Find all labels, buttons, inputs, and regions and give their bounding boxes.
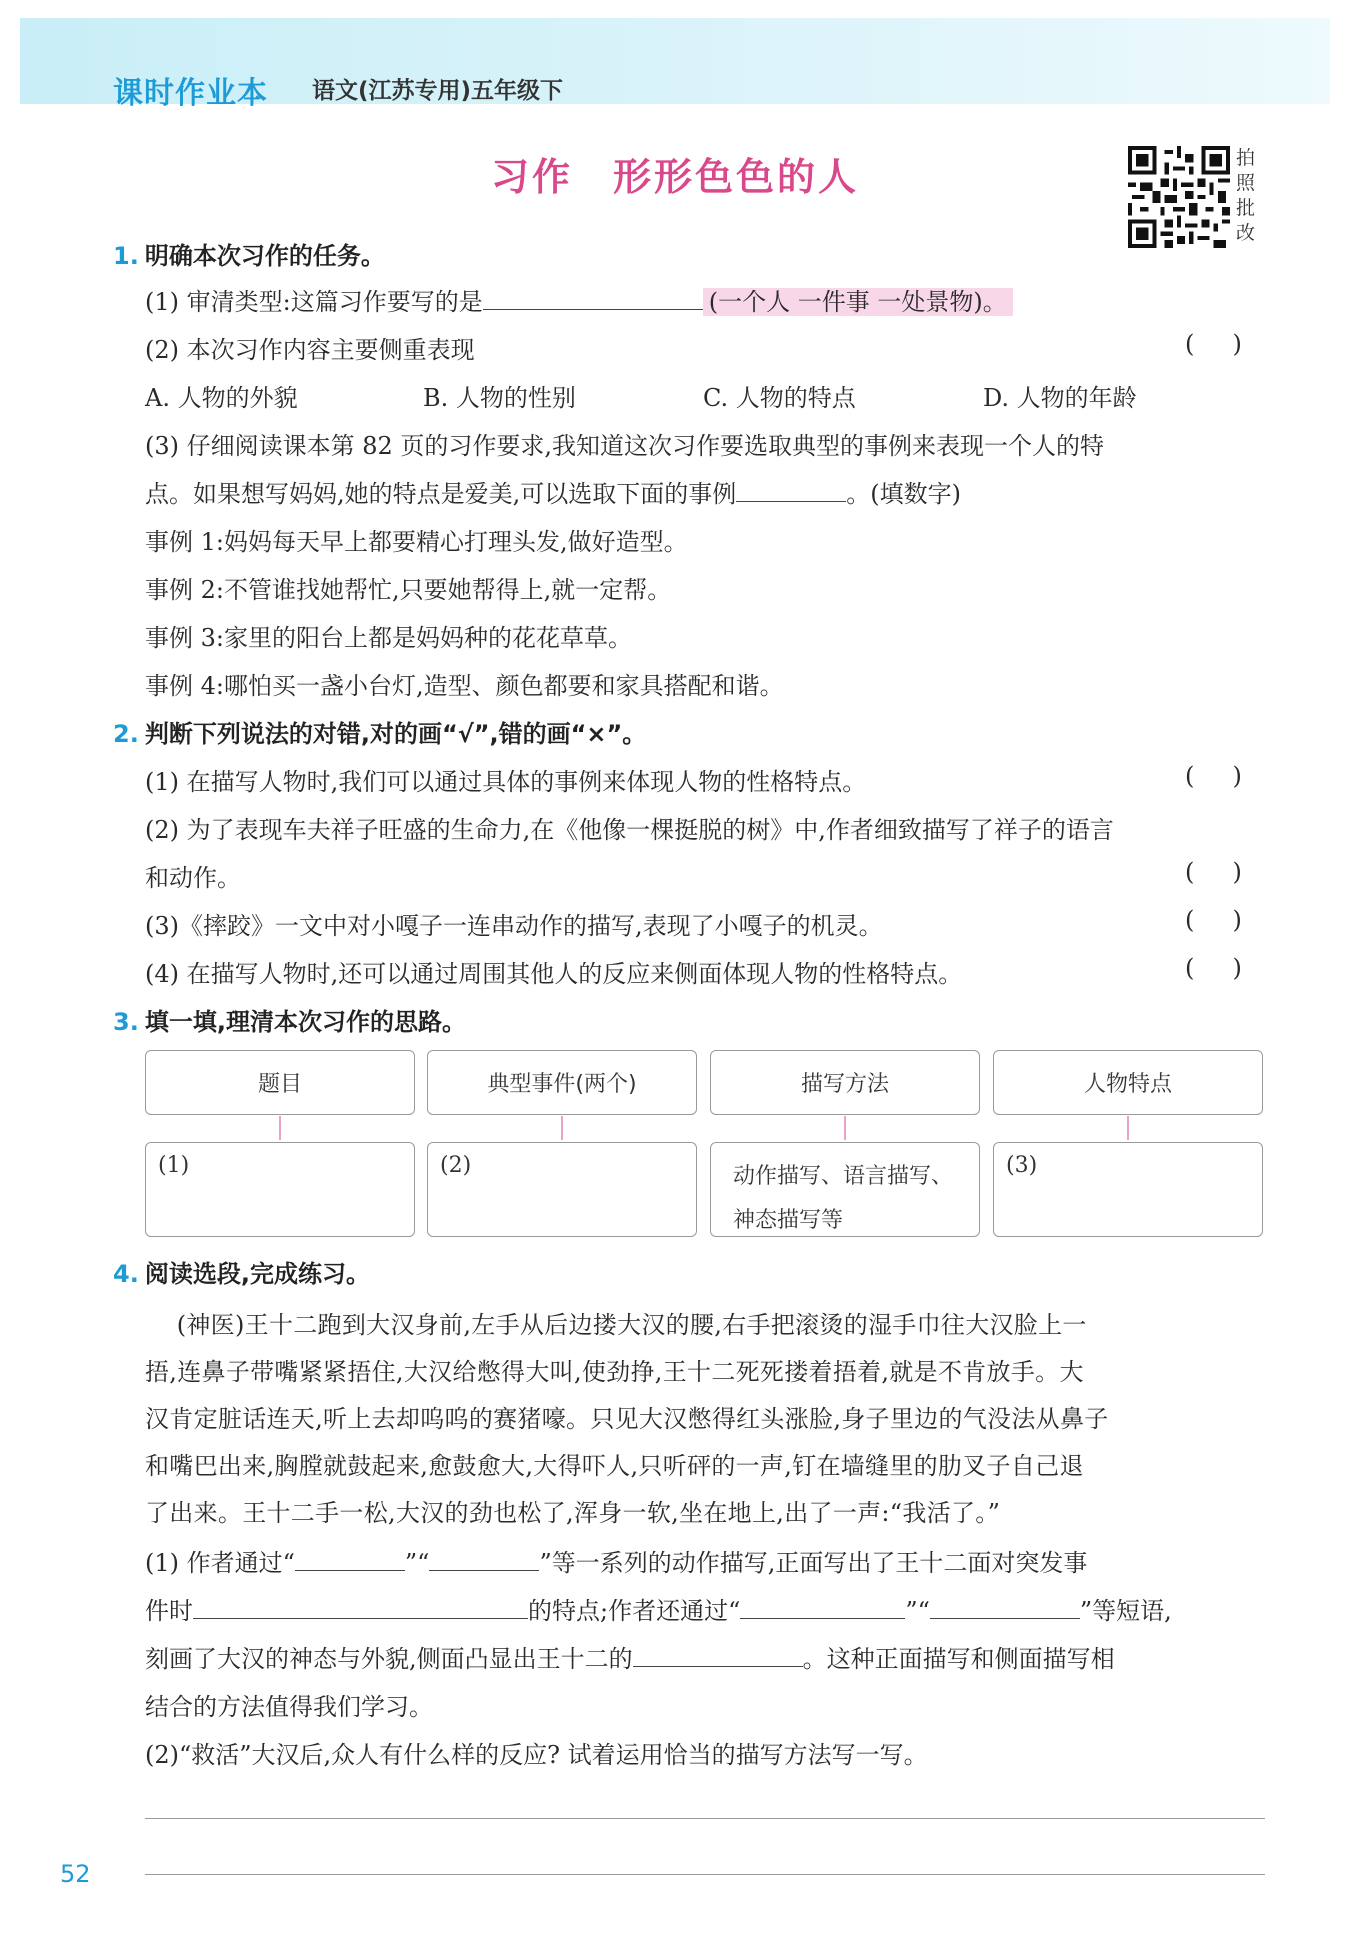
q2-item-2-line2: 和动作。 (145, 864, 241, 892)
title-part1: 习作 (490, 155, 573, 199)
q3-cell-title[interactable]: (1) (145, 1142, 415, 1237)
passage-line: 汉肯定脏话连天,听上去却呜呜的赛猪嚎。只见大汉憋得红头涨脸,身子里边的气没法从鼻子 (145, 1405, 1109, 1433)
q2-item-1-answer[interactable]: ( ) (1185, 762, 1242, 790)
q1-heading: 1. 明确本次习作的任务。 (113, 242, 385, 270)
writing-line[interactable] (145, 1874, 1265, 1875)
q1-sub1: (1) 审清类型:这篇习作要写的是 (一个人 一件事 一处景物)。 (145, 282, 1013, 317)
connector (844, 1116, 846, 1140)
q1-option-d: D. 人物的年龄 (983, 384, 1137, 412)
q4-sub1-line2: 件时 的特点;作者还通过“ ”“ ”等短语, (145, 1597, 1172, 1625)
q3-cell-events[interactable]: (2) (427, 1142, 697, 1237)
q1-sub3-line2: 点。如果想写妈妈,她的特点是爱美,可以选取下面的事例 。(填数字) (145, 480, 961, 508)
q1-option-c: C. 人物的特点 (703, 384, 856, 412)
q4-blank-trait[interactable] (193, 1596, 528, 1619)
title-part2: 形形色色的人 (613, 155, 860, 199)
q2-item-3-answer[interactable]: ( ) (1185, 906, 1242, 934)
q2-item-3: (3)《摔跤》一文中对小嘎子一连串动作的描写,表现了小嘎子的机灵。 (145, 912, 883, 940)
q4-sub2: (2)“救活”大汉后,众人有什么样的反应? 试着运用恰当的描写方法写一写。 (145, 1741, 928, 1769)
q4-heading: 4. 阅读选段,完成练习。 (113, 1260, 370, 1288)
book-brand: 课时作业本 (113, 76, 268, 111)
q4-blank-phrase-1[interactable] (740, 1596, 905, 1619)
q1-sub2-answer[interactable]: ( ) (1185, 330, 1242, 358)
book-subject: 语文(江苏专用)五年级下 (312, 78, 564, 104)
q1-example-1: 事例 1:妈妈每天早上都要精心打理头发,做好造型。 (145, 528, 688, 556)
q2-heading: 2. 判断下列说法的对错,对的画“√”,错的画“×”。 (113, 720, 647, 748)
connector (1127, 1116, 1129, 1140)
q4-sub1-line4: 结合的方法值得我们学习。 (145, 1693, 433, 1721)
q3-cell-methods: 动作描写、语言描写、 神态描写等 (710, 1142, 980, 1237)
q1-example-4: 事例 4:哪怕买一盏小台灯,造型、颜色都要和家具搭配和谐。 (145, 672, 784, 700)
q4-blank-action-2[interactable] (429, 1548, 539, 1571)
passage-line: 捂,连鼻子带嘴紧紧捂住,大汉给憋得大叫,使劲挣,王十二死死搂着捂着,就是不肯放手。大 (145, 1358, 1084, 1386)
q1-type-blank[interactable] (483, 287, 703, 310)
connector (279, 1116, 281, 1140)
qr-label: 拍 照 批 改 (1236, 147, 1256, 244)
page-number: 52 (60, 1860, 91, 1888)
q2-item-4-answer[interactable]: ( ) (1185, 954, 1242, 982)
q4-sub1-line1: (1) 作者通过“ ”“ ”等一系列的动作描写,正面写出了王十二面对突发事 (145, 1549, 1088, 1577)
q1-example-blank[interactable] (736, 479, 846, 502)
passage-line: 了出来。王十二手一松,大汉的劲也松了,浑身一软,坐在地上,出了一声:“我活了。” (145, 1499, 1001, 1527)
q3-heading: 3. 填一填,理清本次习作的思路。 (113, 1008, 466, 1036)
passage-line: (神医)王十二跑到大汉身前,左手从后边搂大汉的腰,右手把滚烫的湿手巾往大汉脸上一 (145, 1311, 1087, 1339)
qr-code-icon[interactable] (1128, 146, 1230, 248)
q4-blank-phrase-2[interactable] (930, 1596, 1080, 1619)
q1-example-3: 事例 3:家里的阳台上都是妈妈种的花花草草。 (145, 624, 632, 652)
q3-header-title: 题目 (145, 1050, 415, 1115)
connector (561, 1116, 563, 1140)
q3-header-traits: 人物特点 (993, 1050, 1263, 1115)
q2-item-4: (4) 在描写人物时,还可以通过周围其他人的反应来侧面体现人物的性格特点。 (145, 960, 963, 988)
q3-header-events: 典型事件(两个) (427, 1050, 697, 1115)
q1-example-2: 事例 2:不管谁找她帮忙,只要她帮得上,就一定帮。 (145, 576, 672, 604)
q1-type-options: (一个人 一件事 一处景物)。 (703, 288, 1013, 316)
q3-cell-traits[interactable]: (3) (993, 1142, 1263, 1237)
q4-blank-quality[interactable] (633, 1644, 803, 1667)
writing-line[interactable] (145, 1818, 1265, 1819)
q2-item-1: (1) 在描写人物时,我们可以通过具体的事例来体现人物的性格特点。 (145, 768, 867, 796)
q1-sub2: (2) 本次习作内容主要侧重表现 (145, 336, 475, 364)
q1-sub3-line1: (3) 仔细阅读课本第 82 页的习作要求,我知道这次习作要选取典型的事例来表现一个人的特 (145, 432, 1105, 460)
passage-line: 和嘴巴出来,胸膛就鼓起来,愈鼓愈大,大得吓人,只听砰的一声,钉在墙缝里的肋叉子自己退 (145, 1452, 1084, 1480)
q3-header-methods: 描写方法 (710, 1050, 980, 1115)
q4-sub1-line3: 刻画了大汉的神态与外貌,侧面凸显出王十二的 。这种正面描写和侧面描写相 (145, 1645, 1115, 1673)
q2-item-2-line1: (2) 为了表现车夫祥子旺盛的生命力,在《他像一棵挺脱的树》中,作者细致描写了祥子的语言 (145, 816, 1114, 844)
q4-blank-action-1[interactable] (295, 1548, 405, 1571)
q2-item-2-answer[interactable]: ( ) (1185, 858, 1242, 886)
q1-option-a: A. 人物的外貌 (145, 384, 298, 412)
q1-option-b: B. 人物的性别 (423, 384, 576, 412)
